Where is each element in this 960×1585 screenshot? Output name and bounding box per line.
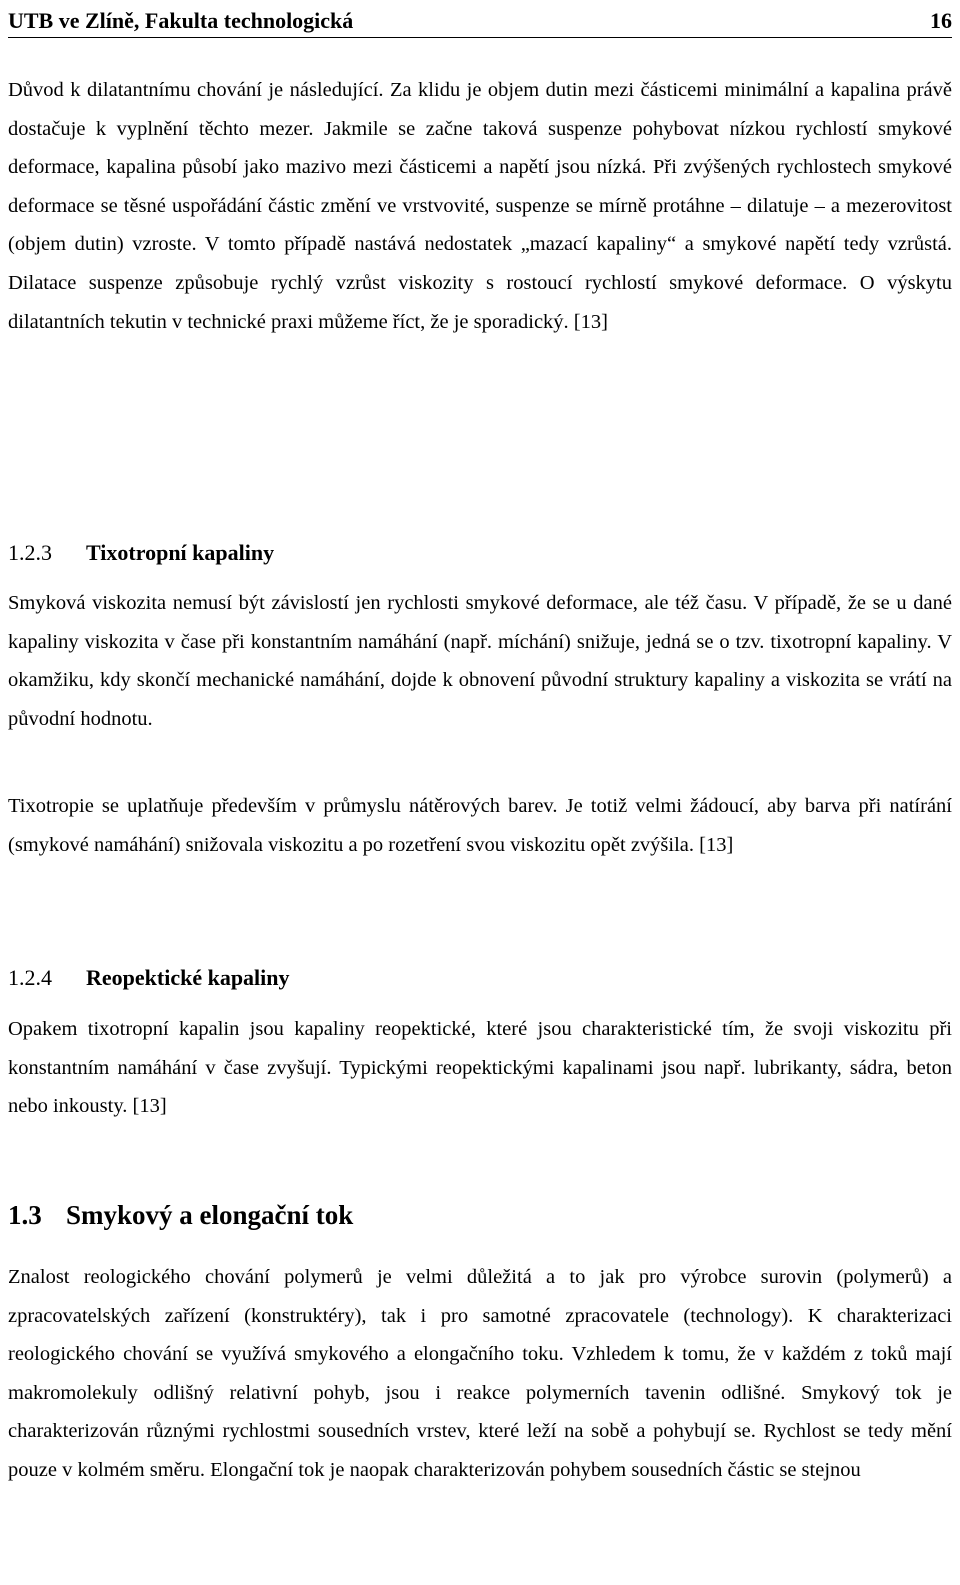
paragraph-tixotropie-usage: Tixotropie se uplatňuje především v průmyslu nátěrových barev. Je totiž velmi žádoucí, aby barva při natírání (smykové namáhání) snižovala viskozitu a po rozetření svou viskozitu opět zvýšila. [13]	[8, 795, 952, 856]
header-title: UTB ve Zlíně, Fakulta technologická	[8, 8, 354, 33]
section-heading-reopekticke	[8, 963, 952, 993]
paragraph-dilatant-explanation: Důvod k dilatantnímu chování je následující. Za klidu je objem dutin mezi částicemi minimální a kapalina právě dostačuje k vyplnění těchto mezer. Jakmile se začne taková suspenze pohybovat nízkou rychlostí smykové deformace, kapalina působí jako mazivo mezi částicemi a napětí jsou nízká. Při zvýšených rychlostech smykové deformace se těsné uspořádání částic změní ve vrstvovité, suspenze se mírně protáhne – dilatuje – a mezerovitost (objem dutin) vzroste. V tomto případě nastává nedostatek „mazací kapaliny“ a smykové napětí tedy vzrůstá. Dilatace suspenze způsobuje rychlý vzrůst viskozity s rostoucí rychlostí smykové deformace. O výskytu dilatantních tekutin v technické praxi můžeme říct, že je sporadický. [13]	[8, 79, 952, 333]
section-number: 1.2.3	[8, 540, 52, 565]
running-header	[8, 0, 952, 38]
document-page	[8, 0, 952, 1585]
section-heading-tixotropni	[8, 538, 952, 568]
section-title: Reopektické kapaliny	[86, 965, 290, 990]
chapter-heading-smykovy-tok	[8, 1198, 952, 1232]
chapter-number: 1.3	[8, 1200, 42, 1230]
section-number: 1.2.4	[8, 965, 52, 990]
paragraph-reologie-polymeru: Znalost reologického chování polymerů je velmi důležitá a to jak pro výrobce surovin (polymerů) a zpracovatelských zařízení (konstruktéry), tak i pro samotné zpracovatele (technology). K charakterizaci reologického chování se využívá smykového a elongačního toku. Vzhledem k tomu, že v každém z toků mají makromolekuly odlišný relativní pohyb, jsou i reakce polymerních tavenin odlišné. Smykový tok je charakterizován různými rychlostmi sousedních vrstev, které leží na sobě a pohybují se. Rychlost se tedy mění pouze v kolmém směru. Elongační tok je naopak charakterizován pohybem sousedních částic se stejnou	[8, 1266, 952, 1481]
paragraph-tixotropni-definition: Smyková viskozita nemusí být závislostí jen rychlosti smykové deformace, ale též času. V případě, že se u dané kapaliny viskozita v čase při konstantním namáhání (např. míchání) snižuje, jedná se o tzv. tixotropní kapaliny. V okamžiku, kdy skončí mechanické namáhání, dojde k obnovení původní struktury kapaliny a viskozita se vrátí na původní hodnotu.	[8, 592, 952, 730]
chapter-title: Smykový a elongační tok	[66, 1200, 354, 1230]
paragraph-reopekticke-definition: Opakem tixotropní kapalin jsou kapaliny reopektické, které jsou charakteristické tím, že svoji viskozitu při konstantním namáhání v čase zvyšují. Typickými reopektickými kapalinami jsou např. lubrikanty, sádra, beton nebo inkousty. [13]	[8, 1018, 952, 1118]
page-number: 16	[930, 8, 952, 33]
section-title: Tixotropní kapaliny	[86, 540, 275, 565]
